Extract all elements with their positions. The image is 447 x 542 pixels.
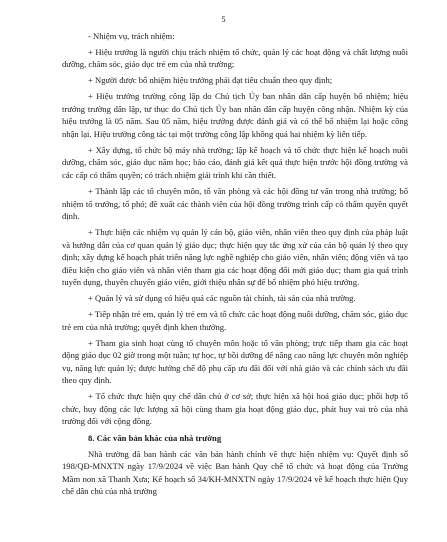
section-heading: 8. Các văn bản khác của nhà trường xyxy=(88,432,222,443)
paragraph: + Tham gia sinh hoạt cùng tổ chuyên môn hoặc tổ văn phòng; trực tiếp tham gia các hoạt động giáo dục 02 giờ trong một tuần; tự học, tự bồi dưỡng để nâng cao năng lực chuyên môn nghiệp vụ, năng lực quản lý; được hưởng chế độ phụ cấp ưu đãi đối với nhà giáo và các chính sách ưu đãi theo quy định. xyxy=(62,337,408,386)
paragraph: + Người được bổ nhiệm hiệu trưởng phải đạt tiêu chuẩn theo quy định; xyxy=(88,75,333,86)
paragraph: + Hiệu trưởng trường công lập do Chủ tịch Ủy ban nhân dân cấp huyện bổ nhiệm; hiệu trưởng trường dân lập, tư thục do Chủ tịch Ủy ban nhân dân cấp huyện công nhận. Nhiệm kỳ của hiệu trưởng là 05 năm. Sau 05 năm, hiệu trưởng được đánh giá và có thể bổ nhiệm lại hoặc công nhận lại. Hiệu trưởng công tác tại một trường công lập không quá hai nhiệm kỳ liên tiếp. xyxy=(62,91,408,139)
paragraph: + Thực hiện các nhiệm vụ quản lý cán bộ, giáo viên, nhân viên theo quy định của pháp luật và hướng dẫn của cơ quan quản lý giáo dục; thực hiện quy tắc ứng xử của cán bộ quản lý theo quy định; xây dựng kế hoạch phát triển năng lực nghề nghiệp cho giáo viên, nhân viên; động viên và tạo điều kiện cho giáo viên và nhân viên tham gia các hoạt động đổi mới giáo dục; tham gia quá trình tuyển dụng, thuyên chuyển giáo viên, giới thiệu nhân sự để bổ nhiệm phó hiệu trưởng. xyxy=(62,227,408,288)
paragraph: - Nhiệm vụ, trách nhiệm: xyxy=(88,31,175,41)
page-number: 5 xyxy=(221,14,226,24)
paragraph: + Hiệu trưởng là người chịu trách nhiệm tổ chức, quản lý các hoạt động và chất lượng nuôi dưỡng, chăm sóc, giáo dục trẻ em của nhà trường; xyxy=(62,46,408,70)
document-body xyxy=(62,30,408,501)
paragraph: + Tổ chức thực hiện quy chế dân chủ ở cơ sở; thực hiện xã hội hoá giáo dục; phối hợp tổ chức, huy động các lực lượng xã hội cùng tham gia hoạt động giáo dục, phát huy vai trò của nhà trường đối với cộng đồng. xyxy=(62,391,408,427)
paragraph: + Tiếp nhận trẻ em, quản lý trẻ em và tổ chức các hoạt động nuôi dưỡng, chăm sóc, giáo dục trẻ em của nhà trường; quyết định khen thưởng. xyxy=(62,309,408,332)
paragraph: + Thành lập các tổ chuyên môn, tổ văn phòng và các hội đồng tư vấn trong nhà trường; bổ nhiệm tổ trưởng, tổ phó; đề xuất các thành viên của hội đồng trường trình cấp có thẩm quyền quyết định. xyxy=(62,185,408,222)
paragraph: + Quản lý và sử dụng có hiệu quả các nguồn tài chính, tài sản của nhà trường. xyxy=(88,293,356,304)
paragraph: + Xây dựng, tổ chức bộ máy nhà trường; lập kế hoạch và tổ chức thực hiện kế hoạch nuôi dưỡng, chăm sóc, giáo dục năm học; báo cáo, đánh giá kết quả thực hiện trước hội đồng trường và các cấp có thẩm quyền; có trách nhiệm giải trình khi cần thiết. xyxy=(62,144,408,181)
paragraph: Nhà trường đã ban hành các văn bản hành chính về thực hiện nhiệm vụ: Quyết định số 198/QĐ-MNXTN ngày 17/9/2024 về việc Ban hành Quy chế tổ chức và hoạt động của Trường Mầm non xã Thanh Xưa; Kế hoạch số 34/KH-MNXTN ngày 17/9/2024 về kế hoạch thực hiện Quy chế dân chủ của nhà trường xyxy=(62,448,408,497)
